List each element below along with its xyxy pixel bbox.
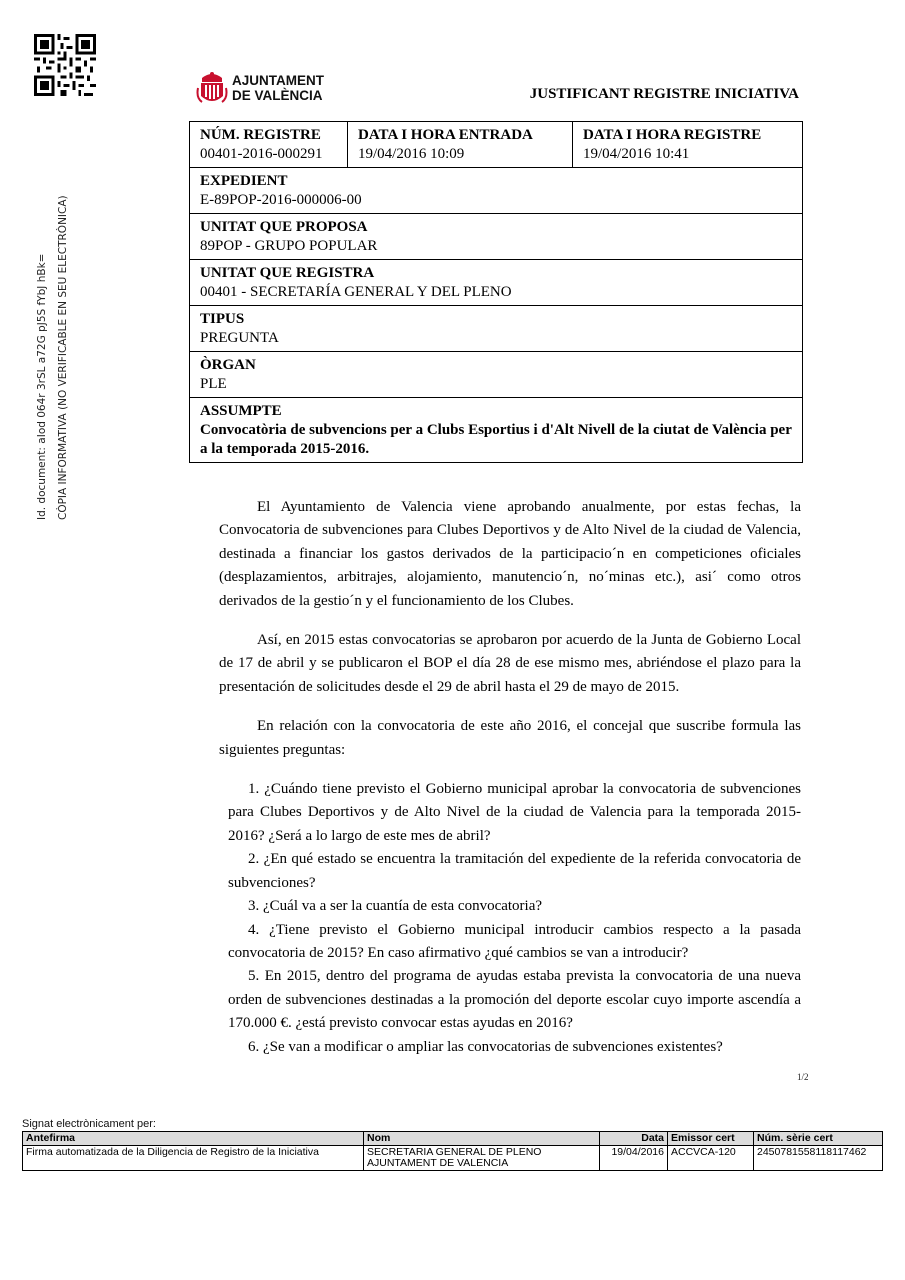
signature-table	[22, 1131, 883, 1171]
signature-header-nom: Nom	[364, 1132, 600, 1146]
signature-antefirma: Firma automatizada de la Diligencia de Registro de la Iniciativa	[23, 1146, 364, 1171]
signature-title: Signat electrònicament per:	[22, 1118, 156, 1130]
question-2: 2. ¿En qué estado se encuentra la tramitación del expediente de la referida convocatoria de subvenciones?	[228, 851, 801, 891]
signature-row	[23, 1146, 883, 1171]
organ-label: ÒRGAN	[200, 357, 256, 373]
copy-notice: CÒPIA INFORMATIVA (NO VERIFICABLE EN SEU ELECTRÒNICA)	[57, 195, 69, 520]
subject-cell	[190, 398, 803, 463]
registering-unit-label: UNITAT QUE REGISTRA	[200, 265, 375, 281]
document-id: Id. document: aIod 064r 3rSL a72G pJ5S fYbJ hBk=	[36, 253, 48, 520]
document-id-sidebar	[32, 195, 74, 520]
question-3: 3. ¿Cuál va a ser la cuantía de esta convocatoria?	[248, 898, 543, 915]
qr-code	[34, 34, 96, 96]
signature-header-data: Data	[600, 1132, 668, 1146]
registering-unit-cell	[190, 260, 803, 306]
register-number-value: 00401-2016-000291	[200, 146, 323, 162]
expedient-cell	[190, 168, 803, 214]
type-cell	[190, 306, 803, 352]
signature-nom	[364, 1146, 600, 1171]
entry-date-value: 19/04/2016 10:09	[358, 146, 465, 162]
signature-header-serie: Núm. sèrie cert	[754, 1132, 883, 1146]
signature-nom-line-2: AJUNTAMENT DE VALENCIA	[367, 1157, 509, 1169]
entry-date-cell	[348, 122, 573, 168]
expedient-label: EXPEDIENT	[200, 173, 288, 189]
signature-nom-line-1: SECRETARIA GENERAL DE PLENO	[367, 1146, 542, 1158]
question-1: 1. ¿Cuándo tiene previsto el Gobierno municipal aprobar la convocatoria de subvenciones para Clubes Deportivos y de Alto Nivel de la ciudad de Valencia para la temporada 2015-2016? ¿Será a lo largo de este mes de abril?	[228, 781, 801, 844]
document-title: JUSTIFICANT REGISTRE INICIATIVA	[529, 86, 799, 102]
questions-list	[219, 778, 801, 1059]
paragraph-3: En relación con la convocatoria de este año 2016, el concejal que suscribe formula las siguientes preguntas:	[219, 718, 801, 758]
paragraph-1: El Ayuntamiento de Valencia viene aprobando anualmente, por estas fechas, la Convocatoria de subvenciones para Clubes Deportivos y de Alto Nivel de la ciudad de Valencia, destinada a financiar los gastos derivados de la participacio´n en competiciones oficiales (desplazamientos, arbitrajes, alojamiento, manutencio´n, no´minas etc.), asi´ como otros derivados de la gestio´n y el funcionamiento de los Clubes.	[219, 499, 801, 609]
proposing-unit-label: UNITAT QUE PROPOSA	[200, 219, 368, 235]
question-6: 6. ¿Se van a modificar o ampliar las convocatorias de subvenciones existentes?	[248, 1038, 723, 1055]
subject-label: ASSUMPTE	[200, 403, 282, 419]
organ-cell	[190, 352, 803, 398]
type-value: PREGUNTA	[200, 330, 279, 346]
signature-header-emissor: Emissor cert	[668, 1132, 754, 1146]
register-number-cell	[190, 122, 348, 168]
page-number: 1/2	[797, 1072, 809, 1082]
paragraph-2: Así, en 2015 estas convocatorias se aprobaron por acuerdo de la Junta de Gobierno Local de 17 de abril y se publicaron el BOP el día 28 de ese mismo mes, abriéndose el plazo para la presentación de solicitudes desde el 29 de abril hasta el 29 de mayo de 2015.	[219, 632, 801, 695]
organ-value: PLE	[200, 376, 227, 392]
register-date-value: 19/04/2016 10:41	[583, 146, 690, 162]
logo-line-2: DE VALÈNCIA	[232, 88, 323, 103]
question-5: 5. En 2015, dentro del programa de ayudas estaba prevista la convocatoria de una nueva orden de subvenciones destinadas a la promoción del deporte escolar cuyo importe ascendía a 170.000 €. ¿está previsto convocar estas ayudas en 2016?	[228, 968, 801, 1032]
city-crest-icon	[196, 68, 228, 108]
subject-value: Convocatòria de subvencions per a Clubs Esportius i d'Alt Nivell de la ciutat de València per a la temporada 2015-2016.	[200, 422, 792, 457]
signature-issuer: ACCVCA-120	[668, 1146, 754, 1171]
question-4: 4. ¿Tiene previsto el Gobierno municipal introducir cambios respecto a la pasada convocatoria de 2015? En caso afirmativo ¿qué cambios se van a introducir?	[228, 921, 801, 961]
entry-date-label: DATA I HORA ENTRADA	[358, 127, 533, 143]
signature-serial: 2450781558118117462	[754, 1146, 883, 1171]
logo-line-1: AJUNTAMENT	[232, 73, 324, 88]
register-date-label: DATA I HORA REGISTRE	[583, 127, 762, 143]
document-body	[219, 496, 801, 1059]
registering-unit-value: 00401 - SECRETARÍA GENERAL Y DEL PLENO	[200, 284, 512, 300]
type-label: TIPUS	[200, 311, 245, 327]
proposing-unit-cell	[190, 214, 803, 260]
ajuntament-logo	[196, 68, 324, 108]
signature-date: 19/04/2016	[600, 1146, 668, 1171]
signature-header-antefirma: Antefirma	[23, 1132, 364, 1146]
register-date-cell	[573, 122, 803, 168]
proposing-unit-value: 89POP - GRUPO POPULAR	[200, 238, 378, 254]
expedient-value: E-89POP-2016-000006-00	[200, 192, 362, 208]
register-number-label: NÚM. REGISTRE	[200, 127, 321, 143]
register-table	[189, 121, 803, 463]
